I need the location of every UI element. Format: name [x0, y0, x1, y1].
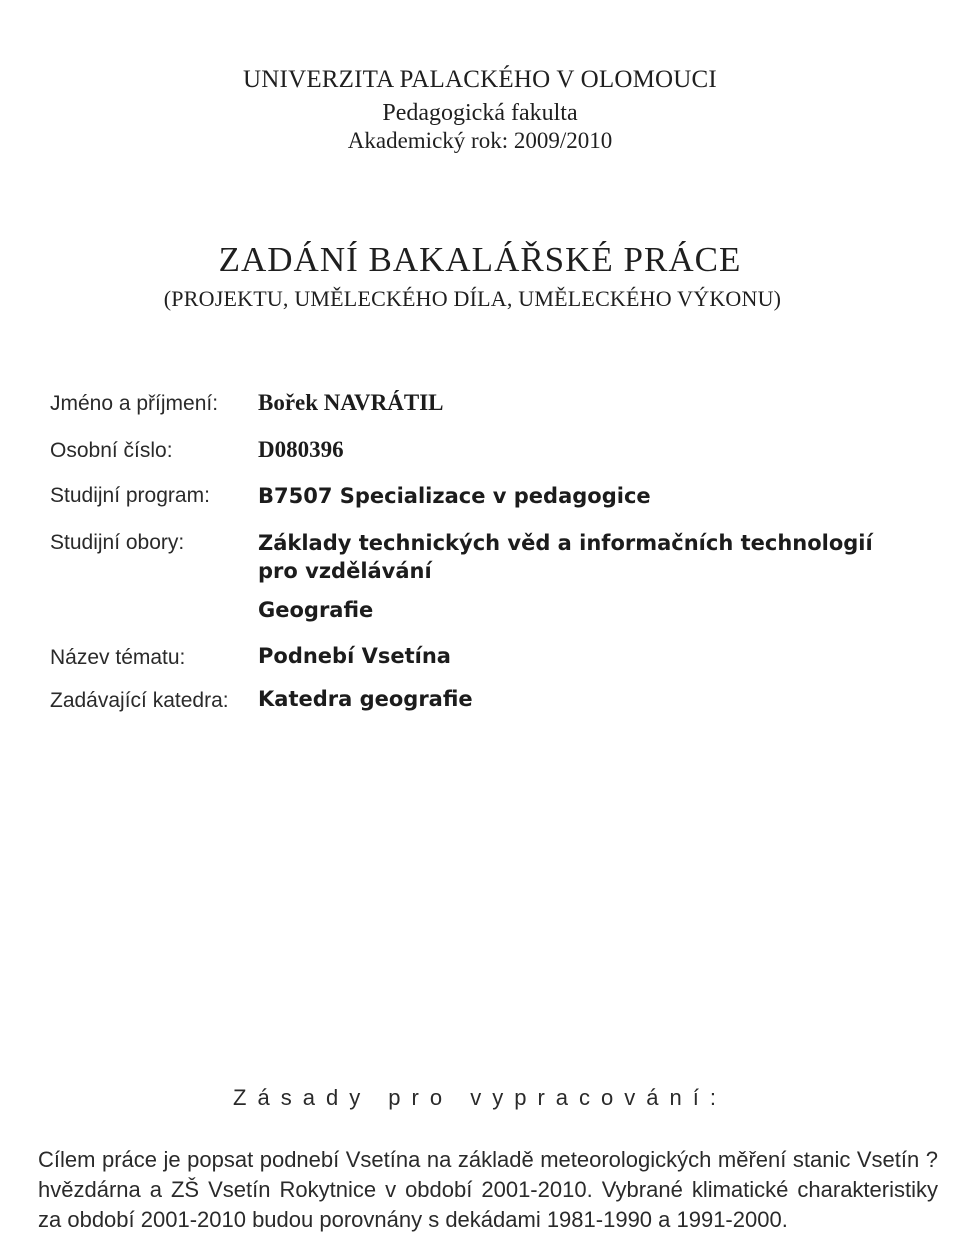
fields-value-secondary: Geografie [258, 598, 374, 622]
program-label: Studijní program: [50, 484, 210, 507]
guidelines-heading: Zásady pro vypracování: [233, 1085, 727, 1110]
academic-year: Akademický rok: 2009/2010 [347, 128, 613, 153]
faculty-name: Pedagogická fakulta [382, 100, 578, 126]
id-value: D080396 [258, 437, 344, 462]
fields-label: Studijní obory: [50, 531, 185, 554]
university-name: UNIVERZITA PALACKÉHO V OLOMOUCI [243, 66, 717, 93]
topic-value: Podnebí Vsetína [258, 644, 451, 668]
name-value: Bořek NAVRÁTIL [258, 390, 444, 415]
department-label: Zadávající katedra: [50, 689, 229, 712]
document-title: ZADÁNÍ BAKALÁŘSKÉ PRÁCE [218, 240, 742, 279]
id-label: Osobní číslo: [50, 439, 173, 462]
guidelines-text: Cílem práce je popsat podnebí Vsetína na základě meteorologických měření stanic Vsetín ? hvězdárna a ZŠ Vsetín Rokytnice v období 2001-2010. Vybrané klimatické charakteristiky za období 2001-2010 budou porovnány s dekádami 1981-1990 a 1991-2000. [38, 1147, 938, 1232]
program-value: B7507 Specializace v pedagogice [258, 484, 651, 508]
department-value: Katedra geografie [258, 687, 473, 711]
name-label: Jméno a příjmení: [50, 392, 219, 415]
topic-label: Název tématu: [50, 646, 186, 669]
fields-value-primary: Základy technických věd a informačních technologií pro vzdělávání [258, 531, 873, 583]
document-subtitle: (PROJEKTU, UMĚLECKÉHO DÍLA, UMĚLECKÉHO VÝKONU) [163, 286, 782, 311]
